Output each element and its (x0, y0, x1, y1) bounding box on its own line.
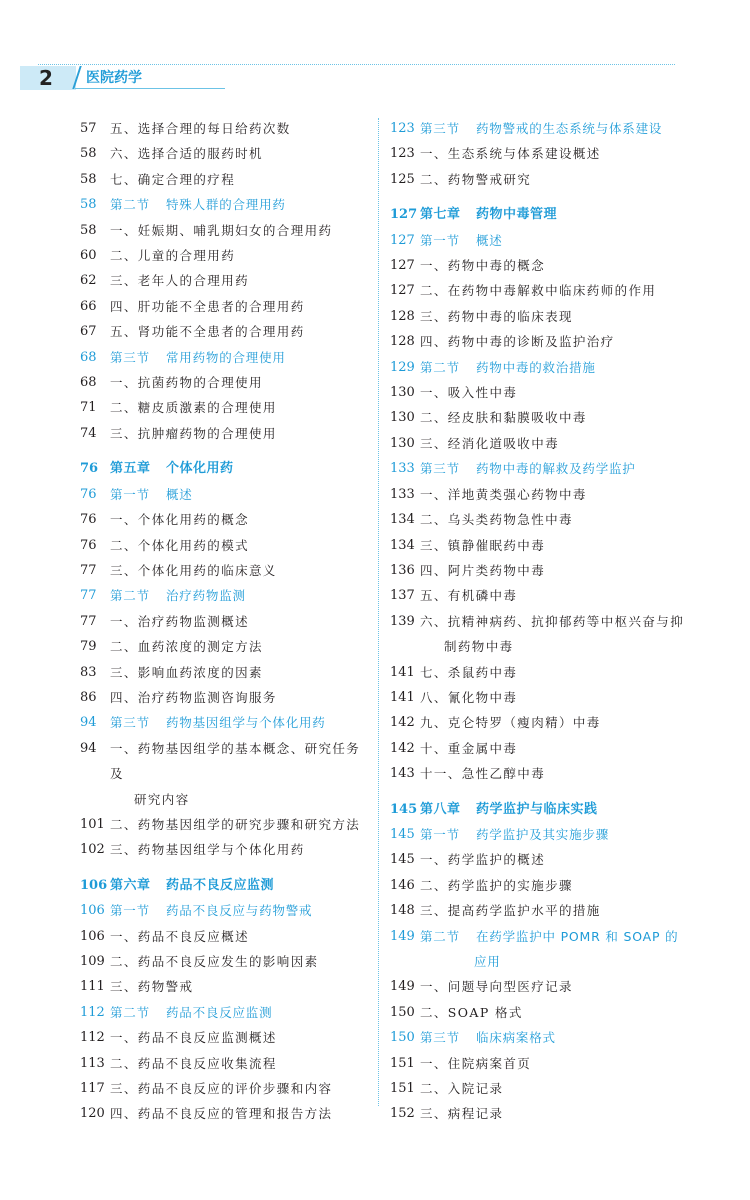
toc-entry-text: 一、住院病案首页 (420, 1055, 532, 1071)
toc-page-number: 139 (390, 613, 415, 629)
toc-entry-text: 一、抗菌药物的合理使用 (110, 375, 263, 391)
toc-item-entry (80, 218, 370, 243)
header-underline (75, 88, 225, 89)
toc-entry-text: 四、药品不良反应的管理和报告方法 (110, 1106, 333, 1122)
toc-page-number: 111 (80, 979, 105, 995)
toc-item-entry (80, 507, 370, 532)
toc-item-entry (80, 1101, 370, 1126)
toc-entry-text: 一、药物基因组学的基本概念、研究任务及 (110, 740, 361, 782)
toc-entry-text (110, 1000, 370, 1025)
toc-entry-text: 三、影响血药浓度的因素 (110, 664, 263, 680)
toc-page-number: 145 (390, 826, 415, 842)
toc-entry-text (110, 898, 370, 923)
toc-page-number: 146 (390, 877, 415, 893)
toc-item-entry (390, 167, 690, 192)
toc-item-entry (390, 736, 690, 761)
toc-chapter-entry (80, 873, 370, 898)
section-label: 第一节 (110, 903, 150, 919)
toc-page-number: 106 (80, 928, 105, 944)
toc-entry-text (420, 797, 690, 822)
toc-item-entry (390, 1076, 690, 1101)
toc-page-number: 141 (390, 689, 415, 705)
toc-page-number: 127 (390, 283, 415, 299)
toc-item-entry (390, 558, 690, 583)
toc-entry-text (420, 355, 690, 380)
toc-page-number: 112 (80, 1030, 105, 1046)
page-header (0, 0, 750, 100)
toc-item-entry (80, 243, 370, 268)
toc-entry-text: 二、SOAP 格式 (420, 1004, 523, 1020)
toc-page-number: 127 (390, 207, 418, 223)
toc-item-entry (80, 141, 370, 166)
toc-page-number: 133 (390, 486, 415, 502)
toc-section-entry (80, 898, 370, 923)
toc-entry-text: 二、药学监护的实施步骤 (420, 877, 573, 893)
toc-entry-text: 一、妊娠期、哺乳期妇女的合理用药 (110, 222, 333, 238)
toc-item-entry (390, 482, 690, 507)
toc-page-number: 141 (390, 664, 415, 680)
toc-entry-text: 四、治疗药物监测咨询服务 (110, 689, 277, 705)
toc-item-entry (80, 558, 370, 583)
section-label: 第三节 (110, 349, 150, 365)
toc-entry-text (420, 228, 690, 253)
toc-page-number: 60 (80, 248, 97, 264)
toc-right-column (390, 116, 690, 1127)
toc-page-number: 101 (80, 816, 105, 832)
toc-page-number: 150 (390, 1030, 415, 1046)
toc-chapter-entry (390, 797, 690, 822)
toc-item-entry (80, 685, 370, 710)
section-title: 临床病案格式 (476, 1030, 556, 1046)
toc-entry-text (420, 202, 690, 227)
toc-item-entry (80, 609, 370, 634)
toc-section-entry (80, 345, 370, 370)
section-label: 第二节 (110, 588, 150, 604)
section-title: 常用药物的合理使用 (166, 349, 286, 365)
toc-entry-text: 二、血药浓度的测定方法 (110, 639, 263, 655)
toc-page-number: 150 (390, 1004, 415, 1020)
section-label: 第三节 (110, 715, 150, 731)
section-title: 药物中毒的解救及药学监护 (476, 461, 636, 477)
toc-page-number: 67 (80, 324, 97, 340)
toc-entry-continuation (80, 787, 370, 812)
toc-section-entry (80, 710, 370, 735)
toc-entry-text (420, 116, 690, 141)
toc-page-number: 120 (80, 1106, 105, 1122)
toc-page-number: 130 (390, 410, 415, 426)
toc-entry-text: 三、提高药学监护水平的措施 (420, 903, 601, 919)
toc-page-number: 151 (390, 1081, 415, 1097)
toc-entry-text: 一、治疗药物监测概述 (110, 613, 250, 629)
toc-entry-text: 二、药物基因组学的研究步骤和研究方法 (110, 816, 361, 832)
section-title: 药品不良反应监测 (166, 1004, 273, 1020)
toc-entry-text: 一、问题导向型医疗记录 (420, 979, 573, 995)
toc-entry-text (420, 924, 690, 949)
toc-item-entry (80, 812, 370, 837)
toc-page-number: 62 (80, 273, 97, 289)
toc-page-number: 94 (80, 740, 97, 756)
toc-entry-text: 十、重金属中毒 (420, 740, 518, 756)
toc-page-number: 71 (80, 400, 97, 416)
section-label: 第二节 (110, 1004, 150, 1020)
toc-item-entry (390, 304, 690, 329)
toc-entry-text: 五、有机磷中毒 (420, 588, 518, 604)
toc-page-number: 149 (390, 928, 415, 944)
toc-section-entry (390, 456, 690, 481)
toc-item-entry (390, 583, 690, 608)
toc-item-entry (80, 116, 370, 141)
toc-entry-text: 三、药品不良反应的评价步骤和内容 (110, 1081, 333, 1097)
chapter-label: 第五章 (110, 461, 151, 477)
toc-page-number: 123 (390, 121, 415, 136)
toc-item-entry (390, 710, 690, 735)
toc-item-entry (390, 278, 690, 303)
toc-page-number: 136 (390, 562, 415, 578)
toc-item-entry (390, 609, 690, 634)
chapter-label: 第七章 (420, 207, 461, 223)
toc-entry-text: 二、个体化用药的模式 (110, 537, 250, 553)
chapter-label: 第六章 (110, 877, 151, 893)
section-title: 在药学监护中 POMR 和 SOAP 的 (476, 928, 679, 944)
toc-page-number: 58 (80, 171, 97, 187)
toc-entry-text: 五、肾功能不全患者的合理用药 (110, 324, 305, 340)
toc-item-entry (80, 421, 370, 446)
toc-page-number: 79 (80, 639, 97, 655)
toc-section-entry (390, 116, 690, 141)
toc-entry-text: 三、药物中毒的临床表现 (420, 308, 573, 324)
toc-page-number: 106 (80, 877, 108, 893)
toc-page-number: 130 (390, 435, 415, 451)
section-label: 第三节 (420, 121, 460, 136)
toc-page-number: 83 (80, 664, 97, 680)
toc-page-number: 68 (80, 375, 97, 391)
toc-item-entry (390, 761, 690, 786)
toc-page-number: 130 (390, 385, 415, 401)
toc-entry-text: 二、糖皮质激素的合理使用 (110, 400, 277, 416)
toc-entry-continuation-text: 应用 (474, 954, 501, 969)
toc-page-number: 127 (390, 232, 415, 248)
toc-item-entry (390, 253, 690, 278)
toc-item-entry (80, 533, 370, 558)
toc-entry-text: 一、药品不良反应概述 (110, 928, 250, 944)
toc-entry-text (110, 456, 370, 481)
toc-entry-continuation (390, 634, 690, 659)
toc-item-entry (390, 847, 690, 872)
toc-page-number: 58 (80, 222, 97, 238)
toc-section-entry (80, 482, 370, 507)
toc-page-number: 86 (80, 689, 97, 705)
toc-page-number: 123 (390, 146, 415, 162)
toc-page-number: 134 (390, 512, 415, 528)
toc-section-entry (390, 355, 690, 380)
toc-entry-text: 一、药品不良反应监测概述 (110, 1030, 277, 1046)
toc-page-number: 77 (80, 562, 97, 578)
toc-entry-text: 三、药物警戒 (110, 979, 194, 995)
toc-entry-text: 二、药物警戒研究 (420, 171, 532, 187)
toc-entry-text: 八、氰化物中毒 (420, 689, 518, 705)
toc-page-number: 76 (80, 512, 97, 528)
toc-item-entry (80, 1025, 370, 1050)
toc-entry-text: 三、老年人的合理用药 (110, 273, 250, 289)
section-label: 第一节 (420, 232, 460, 248)
toc-entry-text: 三、药物基因组学与个体化用药 (110, 842, 305, 858)
toc-item-entry (80, 949, 370, 974)
toc-entry-text: 二、药品不良反应收集流程 (110, 1055, 277, 1071)
toc-entry-text: 三、病程记录 (420, 1106, 504, 1122)
toc-entry-text: 一、吸入性中毒 (420, 385, 518, 401)
section-label: 第二节 (420, 928, 460, 944)
toc-page-number: 133 (390, 461, 415, 477)
toc-entry-text (110, 192, 370, 217)
toc-page-number: 142 (390, 740, 415, 756)
toc-entry-text: 六、抗精神病药、抗抑郁药等中枢兴奋与抑 (420, 613, 685, 629)
toc-entry-continuation-text: 研究内容 (134, 791, 190, 807)
toc-page-number: 68 (80, 349, 97, 365)
toc-page-number: 128 (390, 308, 415, 324)
toc-page-number: 134 (390, 537, 415, 553)
toc-page-number: 148 (390, 903, 415, 919)
chapter-title: 个体化用药 (166, 461, 234, 477)
toc-page-number: 77 (80, 588, 97, 604)
section-title: 药品不良反应与药物警戒 (166, 903, 313, 919)
toc-item-entry (390, 141, 690, 166)
toc-item-entry (390, 329, 690, 354)
toc-chapter-entry (80, 456, 370, 481)
toc-item-entry (80, 395, 370, 420)
page-number: 2 (39, 66, 53, 90)
toc-item-entry (80, 736, 370, 787)
toc-entry-text (420, 1025, 690, 1050)
toc-page-number: 137 (390, 588, 415, 604)
toc-item-entry (80, 319, 370, 344)
toc-page-number: 76 (80, 537, 97, 553)
section-title: 药物基因组学与个体化用药 (166, 715, 326, 731)
toc-page-number: 127 (390, 258, 415, 274)
toc-item-entry (390, 405, 690, 430)
toc-item-entry (390, 660, 690, 685)
toc-entry-text: 三、镇静催眠药中毒 (420, 537, 546, 553)
toc-item-entry (80, 1051, 370, 1076)
toc-page-number: 142 (390, 715, 415, 731)
chapter-title: 药物中毒管理 (476, 207, 558, 223)
section-title: 概述 (166, 486, 193, 502)
toc-item-entry (80, 974, 370, 999)
toc-entry-text (110, 583, 370, 608)
chapter-title: 药学监护与临床实践 (476, 801, 598, 817)
toc-entry-continuation-text: 制药物中毒 (444, 639, 514, 655)
toc-entry-text: 四、阿片类药物中毒 (420, 562, 546, 578)
toc-page-number: 145 (390, 852, 415, 868)
toc-item-entry (390, 507, 690, 532)
toc-page-number: 58 (80, 197, 97, 213)
toc-page-number: 94 (80, 715, 97, 731)
toc-entry-text (110, 710, 370, 735)
section-label: 第一节 (420, 826, 460, 842)
toc-entry-text (110, 873, 370, 898)
toc-page-number: 106 (80, 903, 105, 919)
toc-entry-text: 六、选择合适的服药时机 (110, 146, 263, 162)
toc-item-entry (390, 685, 690, 710)
toc-page-number: 117 (80, 1081, 105, 1097)
section-title: 治疗药物监测 (166, 588, 246, 604)
toc-page-number: 113 (80, 1055, 105, 1071)
section-title: 药物警戒的生态系统与体系建设 (476, 121, 663, 136)
toc-section-entry (80, 1000, 370, 1025)
toc-entry-text: 七、杀鼠药中毒 (420, 664, 518, 680)
toc-entry-text: 一、洋地黄类强心药物中毒 (420, 486, 587, 502)
toc-item-entry (80, 660, 370, 685)
toc-entry-text: 九、克仑特罗（瘦肉精）中毒 (420, 715, 601, 731)
toc-entry-text: 二、药品不良反应发生的影响因素 (110, 954, 319, 969)
header-dotted-rule (38, 64, 675, 65)
toc-item-entry (80, 634, 370, 659)
toc-page-number: 74 (80, 425, 97, 441)
toc-page-number: 125 (390, 171, 415, 187)
section-title: 概述 (476, 232, 503, 248)
toc-page-number: 151 (390, 1055, 415, 1071)
toc-entry-text: 二、在药物中毒解救中临床药师的作用 (420, 283, 657, 299)
toc-entry-text: 一、药学监护的概述 (420, 852, 546, 868)
toc-entry-text: 一、药物中毒的概念 (420, 258, 546, 274)
toc-entry-text: 三、抗肿瘤药物的合理使用 (110, 425, 277, 441)
toc-item-entry (80, 924, 370, 949)
toc-section-entry (390, 1025, 690, 1050)
column-separator (378, 118, 379, 1106)
toc-item-entry (80, 1076, 370, 1101)
toc-page-number: 129 (390, 359, 415, 375)
chapter-title: 药品不良反应监测 (166, 877, 275, 893)
toc-entry-text: 七、确定合理的疗程 (110, 171, 236, 187)
toc-entry-text (110, 345, 370, 370)
toc-page-number: 58 (80, 146, 97, 162)
toc-item-entry (80, 294, 370, 319)
toc-item-entry (80, 370, 370, 395)
toc-page-number: 109 (80, 954, 105, 969)
toc-section-entry (390, 822, 690, 847)
toc-page-number: 145 (390, 801, 418, 817)
toc-item-entry (80, 268, 370, 293)
section-label: 第二节 (420, 359, 460, 375)
toc-entry-text (420, 456, 690, 481)
section-label: 第三节 (420, 461, 460, 477)
toc-entry-text: 四、药物中毒的诊断及监护治疗 (420, 334, 615, 350)
toc-entry-text: 三、个体化用药的临床意义 (110, 562, 277, 578)
toc-page-number: 152 (390, 1106, 415, 1122)
toc-page-number: 149 (390, 979, 415, 995)
toc-item-entry (390, 380, 690, 405)
toc-item-entry (390, 1101, 690, 1126)
toc-page-number: 143 (390, 766, 415, 782)
toc-page-number: 128 (390, 334, 415, 350)
toc-entry-text (110, 482, 370, 507)
toc-page-number: 76 (80, 461, 99, 477)
toc-entry-text (420, 822, 690, 847)
toc-section-entry (390, 924, 690, 949)
section-title: 特殊人群的合理用药 (166, 197, 286, 213)
section-title: 药物中毒的救治措施 (476, 359, 596, 375)
toc-left-column (80, 116, 370, 1127)
toc-page-number: 102 (80, 842, 105, 858)
toc-section-entry (390, 228, 690, 253)
toc-item-entry (390, 873, 690, 898)
toc-entry-continuation (390, 949, 690, 974)
toc-entry-text: 三、经消化道吸收中毒 (420, 435, 560, 451)
toc-entry-text: 一、生态系统与体系建设概述 (420, 146, 601, 162)
section-label: 第三节 (420, 1030, 460, 1046)
toc-entry-text: 四、肝功能不全患者的合理用药 (110, 298, 305, 314)
toc-page-number: 76 (80, 486, 97, 502)
toc-item-entry (80, 167, 370, 192)
toc-page-number: 77 (80, 613, 97, 629)
toc-section-entry (80, 583, 370, 608)
toc-entry-text: 二、经皮肤和黏膜吸收中毒 (420, 410, 587, 426)
toc-item-entry (390, 1000, 690, 1025)
toc-entry-text: 一、个体化用药的概念 (110, 512, 250, 528)
toc-page-number: 57 (80, 121, 97, 136)
section-title: 药学监护及其实施步骤 (476, 826, 610, 842)
toc-entry-text: 五、选择合理的每日给药次数 (110, 121, 291, 136)
chapter-label: 第八章 (420, 801, 461, 817)
toc-item-entry (390, 974, 690, 999)
toc-entry-text: 二、儿童的合理用药 (110, 248, 236, 264)
section-label: 第一节 (110, 486, 150, 502)
toc-page-number: 66 (80, 298, 97, 314)
toc-section-entry (80, 192, 370, 217)
toc-entry-text: 十一、急性乙醇中毒 (420, 766, 546, 782)
section-label: 第二节 (110, 197, 150, 213)
toc-item-entry (80, 837, 370, 862)
toc-page-number: 112 (80, 1004, 105, 1020)
toc-entry-text: 二、入院记录 (420, 1081, 504, 1097)
toc-entry-text: 二、乌头类药物急性中毒 (420, 512, 573, 528)
book-title: 医院药学 (86, 70, 142, 86)
toc-item-entry (390, 1051, 690, 1076)
toc-item-entry (390, 431, 690, 456)
toc-chapter-entry (390, 202, 690, 227)
toc-item-entry (390, 533, 690, 558)
toc-item-entry (390, 898, 690, 923)
